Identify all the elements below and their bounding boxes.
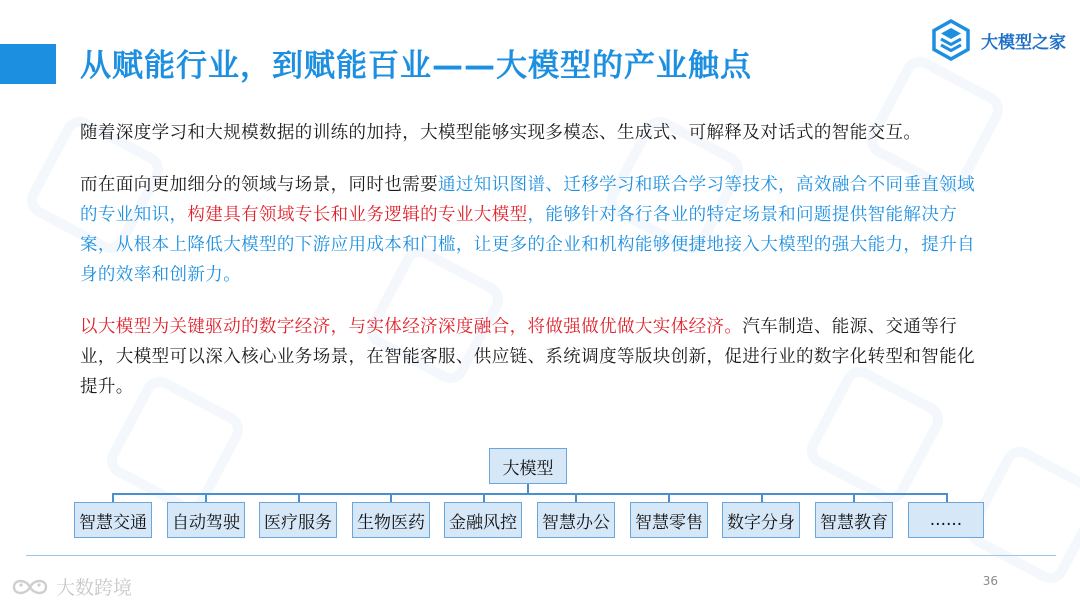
- footer-source-name: 大数跨境: [56, 577, 133, 599]
- page-title: 从赋能行业，到赋能百业——大模型的产业触点: [80, 48, 752, 84]
- paragraph-3: [80, 312, 980, 402]
- diagram-leaf-medical-services: 医疗服务: [259, 502, 337, 538]
- hexagon-stack-icon: [929, 18, 973, 62]
- body-text: [80, 118, 980, 424]
- diagram-leaf-financial-risk: 金融风控: [444, 502, 522, 538]
- diagram-trunk-connector: [527, 484, 529, 493]
- diagram-leaf-connector: [668, 493, 670, 502]
- diagram-leaf-smart-transport: 智慧交通: [74, 502, 152, 538]
- paragraph-2-highlight-blue-2: ，能够针对各行各业的特定场景和问题提供智能解决方案，从根本上降低大模型的下游应用成本和门槛，让更多的企业和机构能够便捷地接入大模型的强大能力，提升自身的效率和创新力。: [80, 205, 975, 285]
- paragraph-2-highlight-red: 构建具有领域专长和业务逻辑的专业大模型: [187, 205, 528, 225]
- paragraph-2: [80, 170, 980, 290]
- diagram-leaf-connector: [946, 493, 948, 502]
- page-number: 36: [982, 574, 998, 588]
- title-accent-bar: [0, 44, 56, 84]
- diagram-leaf-digital-avatar: 数字分身: [722, 502, 800, 538]
- diagram-leaf-smart-education: 智慧教育: [815, 502, 893, 538]
- diagram-leaf-autonomous-driving: 自动驾驶: [167, 502, 245, 538]
- diagram-leaf-connector: [761, 493, 763, 502]
- footer-source-brand: [10, 573, 132, 600]
- brand-name: 大模型之家: [981, 32, 1066, 53]
- diagram-leaf-connector: [575, 493, 577, 502]
- diagram-leaf-connector: [112, 493, 114, 502]
- diagram-leaf-smart-retail: 智慧零售: [630, 502, 708, 538]
- industry-diagram: [0, 444, 1080, 554]
- diagram-root-node: 大模型: [489, 448, 567, 484]
- paragraph-3-highlight-red: 以大模型为关键驱动的数字经济，与实体经济深度融合，将做强做优做大实体经济。: [80, 317, 743, 337]
- paragraph-1: 随着深度学习和大规模数据的训练的加持，大模型能够实现多模态、生成式、可解释及对话式的智能交互。: [80, 123, 922, 143]
- diagram-leaf-biomedicine: 生物医药: [352, 502, 430, 538]
- diagram-leaf-connector: [483, 493, 485, 502]
- paragraph-2-intro: 而在面向更加细分的领域与场景，同时也需要: [80, 175, 438, 195]
- diagram-leaf-connector: [390, 493, 392, 502]
- brand: [929, 18, 1066, 62]
- paragraph-3-body: 汽车制造、能源、交通等行业，大模型可以深入核心业务场景，在智能客服、供应链、系统调度等版块创新，促进行业的数字化转型和智能化提升。: [80, 317, 975, 397]
- diagram-leaf-smart-office: 智慧办公: [537, 502, 615, 538]
- diagram-leaf-connector: [298, 493, 300, 502]
- diagram-leaf-more: ......: [908, 502, 984, 538]
- diagram-leaf-connector: [205, 493, 207, 502]
- footer-divider: [26, 555, 1056, 556]
- diagram-leaf-connector: [853, 493, 855, 502]
- infinity-face-icon: [10, 574, 50, 600]
- diagram-branch-connector: [112, 493, 948, 495]
- paragraph-2-highlight-blue: 通过知识图谱、迁移学习和联合学习等技术，高效融合不同垂直领域的专业知识，: [80, 175, 975, 225]
